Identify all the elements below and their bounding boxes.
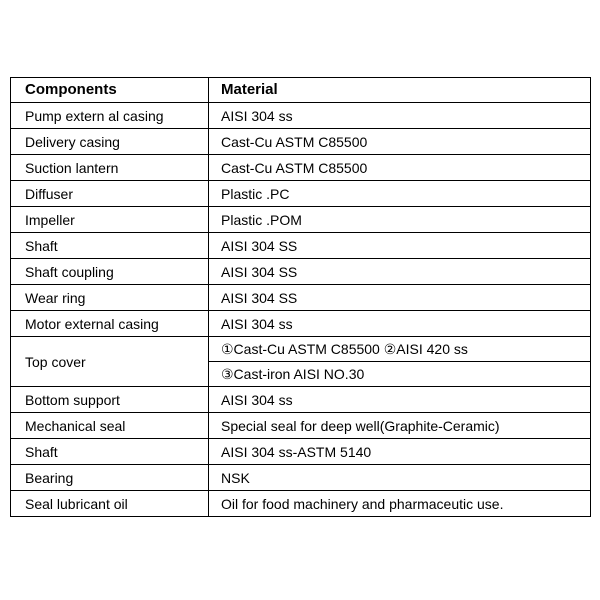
table-row bbox=[11, 387, 591, 413]
component-cell-top-cover: Top cover bbox=[11, 337, 209, 387]
header-material: Material bbox=[209, 78, 591, 103]
table-row bbox=[11, 311, 591, 337]
material-cell: Plastic .PC bbox=[209, 181, 591, 207]
component-cell: Motor external casing bbox=[11, 311, 209, 337]
component-cell: Suction lantern bbox=[11, 155, 209, 181]
table-row bbox=[11, 259, 591, 285]
material-cell: AISI 304 ss bbox=[209, 103, 591, 129]
components-material-table bbox=[10, 77, 591, 517]
material-cell: Cast-Cu ASTM C85500 bbox=[209, 155, 591, 181]
table-row bbox=[11, 181, 591, 207]
table-header-row bbox=[11, 78, 591, 103]
table-row bbox=[11, 413, 591, 439]
table-row bbox=[11, 233, 591, 259]
table-row bbox=[11, 285, 591, 311]
table-row bbox=[11, 207, 591, 233]
table-row bbox=[11, 439, 591, 465]
material-cell: AISI 304 ss-ASTM 5140 bbox=[209, 439, 591, 465]
component-cell: Impeller bbox=[11, 207, 209, 233]
header-components: Components bbox=[11, 78, 209, 103]
component-cell: Bottom support bbox=[11, 387, 209, 413]
material-cell-top-cover-line2: ③Cast-iron AISI NO.30 bbox=[209, 362, 591, 387]
component-cell: Pump extern al casing bbox=[11, 103, 209, 129]
material-cell: NSK bbox=[209, 465, 591, 491]
table-row bbox=[11, 465, 591, 491]
component-cell: Mechanical seal bbox=[11, 413, 209, 439]
material-cell: Plastic .POM bbox=[209, 207, 591, 233]
table-row bbox=[11, 155, 591, 181]
component-cell: Shaft bbox=[11, 439, 209, 465]
material-cell: AISI 304 SS bbox=[209, 259, 591, 285]
material-cell: AISI 304 SS bbox=[209, 233, 591, 259]
table-row-top-cover bbox=[11, 337, 591, 362]
component-cell: Delivery casing bbox=[11, 129, 209, 155]
component-cell: Diffuser bbox=[11, 181, 209, 207]
table-row bbox=[11, 103, 591, 129]
component-cell: Wear ring bbox=[11, 285, 209, 311]
material-cell-top-cover-line1: ①Cast-Cu ASTM C85500 ②AISI 420 ss bbox=[209, 337, 591, 362]
material-cell: Oil for food machinery and pharmaceutic use. bbox=[209, 491, 591, 517]
component-cell: Shaft bbox=[11, 233, 209, 259]
material-cell: Special seal for deep well(Graphite-Ceramic) bbox=[209, 413, 591, 439]
material-cell: Cast-Cu ASTM C85500 bbox=[209, 129, 591, 155]
material-cell: AISI 304 ss bbox=[209, 387, 591, 413]
table-row bbox=[11, 491, 591, 517]
component-cell: Seal lubricant oil bbox=[11, 491, 209, 517]
table-row bbox=[11, 129, 591, 155]
component-cell: Bearing bbox=[11, 465, 209, 491]
material-cell: AISI 304 ss bbox=[209, 311, 591, 337]
material-cell: AISI 304 SS bbox=[209, 285, 591, 311]
component-cell: Shaft coupling bbox=[11, 259, 209, 285]
